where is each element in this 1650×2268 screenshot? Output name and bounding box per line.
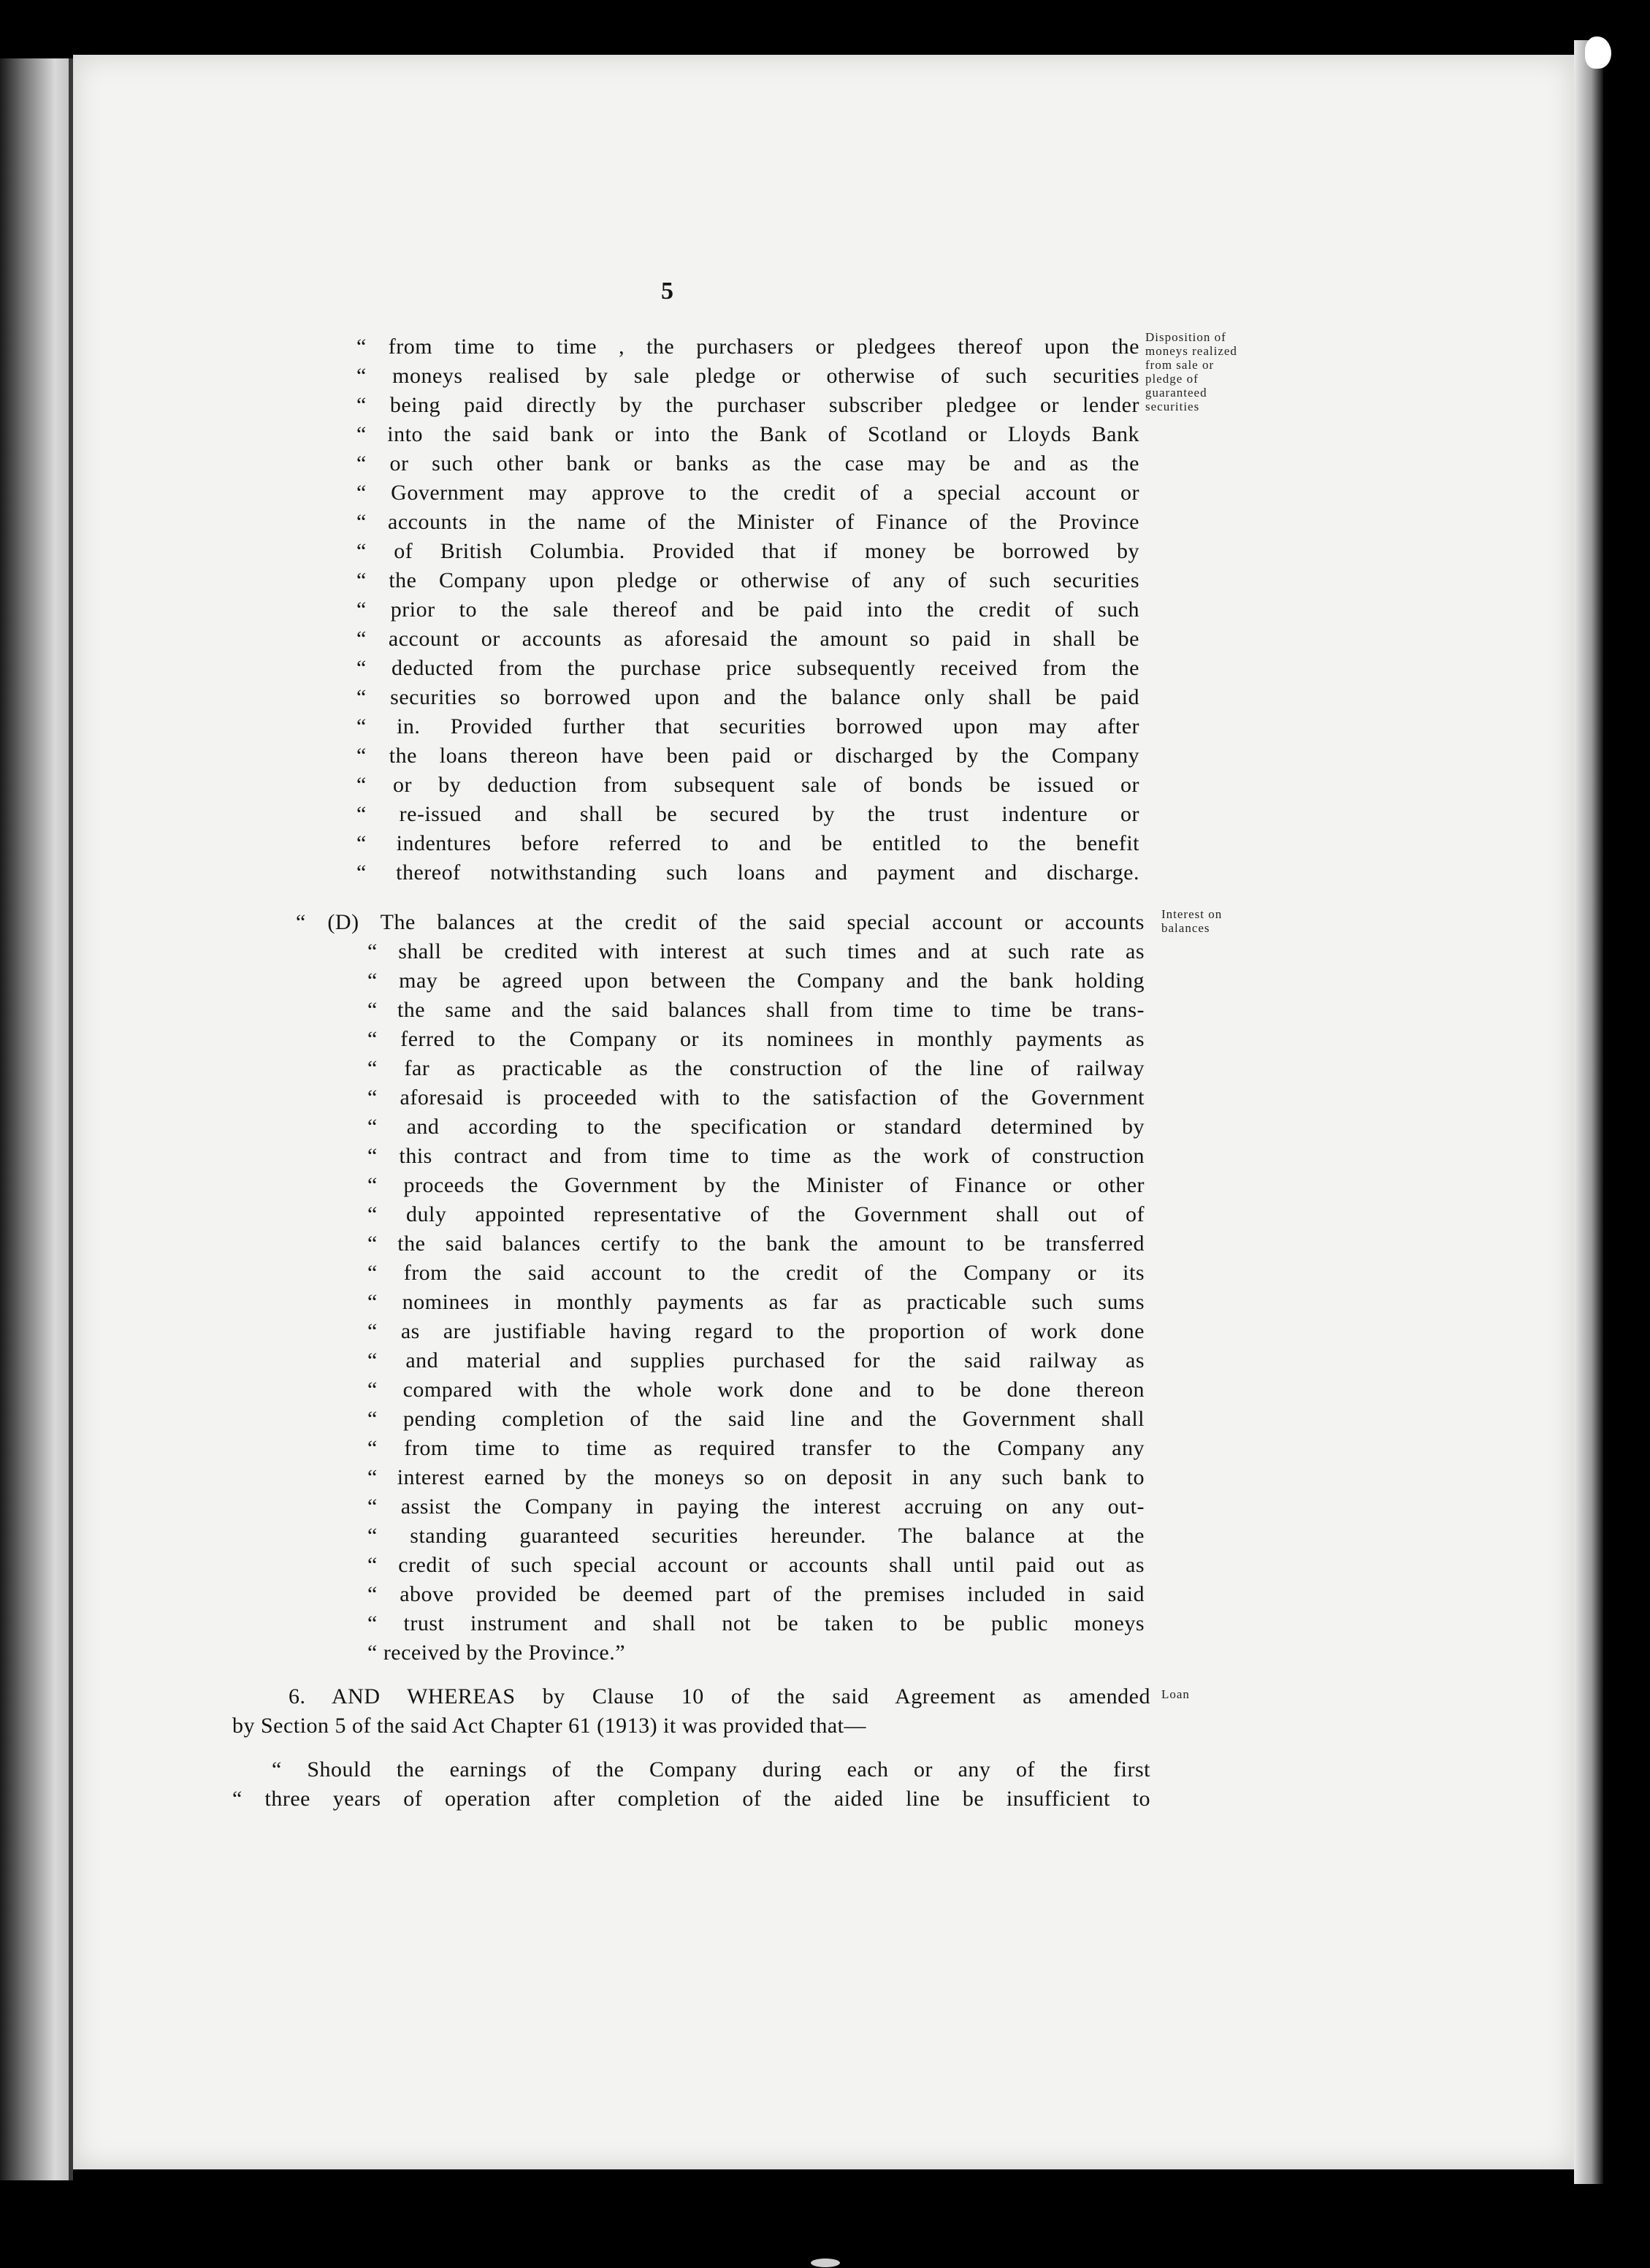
text-line: “ may be agreed upon between the Company and the bank holding — [367, 969, 1145, 993]
text-line: “ this contract and from time to time as the work of construction — [367, 1144, 1145, 1168]
text-line: “ the loans thereon have been paid or discharged by the Company — [356, 744, 1139, 768]
text-line: “ of British Columbia. Provided that if money be borrowed by — [356, 539, 1139, 563]
margin-note-line: Disposition of — [1145, 330, 1226, 344]
text-line: “ accounts in the name of the Minister of Finance of the Province — [356, 510, 1139, 534]
text-line: “ in. Provided further that securities borrowed upon may after — [356, 714, 1139, 738]
text-line: “ far as practicable as the construction of the line of railway — [367, 1056, 1145, 1080]
text-line: “ or by deduction from subsequent sale of bonds be issued or — [356, 773, 1139, 797]
text-line: “ or such other bank or banks as the case may be and as the — [356, 451, 1139, 476]
text-line: “ Government may approve to the credit of a special account or — [356, 481, 1139, 505]
margin-note-line: balances — [1161, 921, 1210, 935]
text-line: “ securities so borrowed upon and the balance only shall be paid — [356, 685, 1139, 709]
text-line: “ Should the earnings of the Company during each or any of the first — [272, 1757, 1150, 1782]
text-line: “ re-issued and shall be secured by the trust indenture or — [356, 802, 1139, 826]
text-line: “ and material and supplies purchased for the said railway as — [367, 1348, 1145, 1372]
text-line: “ trust instrument and shall not be taken to be public moneys — [367, 1611, 1145, 1635]
text-line: “ thereof notwithstanding such loans and payment and discharge. — [356, 860, 1139, 885]
text-line: “ (D) The balances at the credit of the said special account or accounts — [296, 910, 1145, 934]
margin-note-interest — [1161, 907, 1222, 935]
text-line: “ the same and the said balances shall from time to time be trans- — [367, 998, 1145, 1022]
text-line: “ assist the Company in paying the interest accruing on any out- — [367, 1494, 1145, 1519]
text-line: “ received by the Province.” — [367, 1641, 626, 1665]
bottom-mark — [811, 2259, 840, 2267]
margin-note-line: moneys realized — [1145, 344, 1237, 358]
text-line: “ from time to time , the purchasers or pledgees thereof upon the — [356, 335, 1139, 359]
text-line: “ the Company upon pledge or otherwise of any of such securities — [356, 568, 1139, 592]
page-right-edge — [1574, 40, 1603, 2184]
text-line: “ deducted from the purchase price subsequently received from the — [356, 656, 1139, 680]
margin-note-line: Interest on — [1161, 907, 1223, 921]
text-line: “ account or accounts as aforesaid the amount so paid in shall be — [356, 627, 1139, 651]
text-line: “ credit of such special account or accounts shall until paid out as — [367, 1553, 1145, 1577]
text-line: “ shall be credited with interest at such times and at such rate as — [367, 939, 1145, 963]
margin-note-line: from sale or — [1145, 358, 1215, 372]
text-line: “ nominees in monthly payments as far as practicable such sums — [367, 1290, 1145, 1314]
margin-note-line: guaranteed — [1145, 386, 1207, 400]
previous-page-edge — [0, 58, 73, 2180]
text-line: “ from time to time as required transfer to the Company any — [367, 1436, 1145, 1460]
text-line: “ three years of operation after completion of the aided line be insufficient to — [232, 1787, 1150, 1811]
text-line: “ the said balances certify to the bank the amount to be transferred — [367, 1232, 1145, 1256]
text-line: 6. AND WHEREAS by Clause 10 of the said Agreement as amended — [289, 1684, 1150, 1708]
text-line: “ being paid directly by the purchaser subscriber pledgee or lender — [356, 393, 1139, 417]
text-line: “ moneys realised by sale pledge or otherwise of such securities — [356, 364, 1139, 388]
text-line: “ above provided be deemed part of the premises included in said — [367, 1582, 1145, 1606]
text-line: “ prior to the sale thereof and be paid into the credit of such — [356, 597, 1139, 622]
text-line: “ and according to the specification or standard determined by — [367, 1115, 1145, 1139]
corner-mark — [1585, 37, 1611, 69]
margin-note-disposition — [1145, 330, 1237, 413]
text-line: “ indentures before referred to and be entitled to the benefit — [356, 831, 1139, 855]
text-line: “ interest earned by the moneys so on deposit in any such bank to — [367, 1465, 1145, 1489]
text-line: “ ferred to the Company or its nominees in monthly payments as — [367, 1027, 1145, 1051]
margin-note-line: securities — [1145, 400, 1200, 413]
text-line: “ from the said account to the credit of the Company or its — [367, 1261, 1145, 1285]
margin-note-loan — [1161, 1687, 1190, 1701]
text-line: “ duly appointed representative of the Government shall out of — [367, 1202, 1145, 1226]
page-number: 5 — [661, 278, 674, 305]
margin-note-line: Loan — [1161, 1687, 1190, 1701]
text-line: “ aforesaid is proceeded with to the satisfaction of the Government — [367, 1085, 1145, 1110]
text-line: “ proceeds the Government by the Minister of Finance or other — [367, 1173, 1145, 1197]
text-line: “ pending completion of the said line and the Government shall — [367, 1407, 1145, 1431]
text-line: “ as are justifiable having regard to the proportion of work done — [367, 1319, 1145, 1343]
margin-note-line: pledge of — [1145, 372, 1199, 386]
text-line: “ standing guaranteed securities hereunder. The balance at the — [367, 1524, 1145, 1548]
text-line: “ into the said bank or into the Bank of Scotland or Lloyds Bank — [356, 422, 1139, 446]
text-line: “ compared with the whole work done and to be done thereon — [367, 1378, 1145, 1402]
text-line: by Section 5 of the said Act Chapter 61 (1913) it was provided that— — [232, 1714, 867, 1738]
